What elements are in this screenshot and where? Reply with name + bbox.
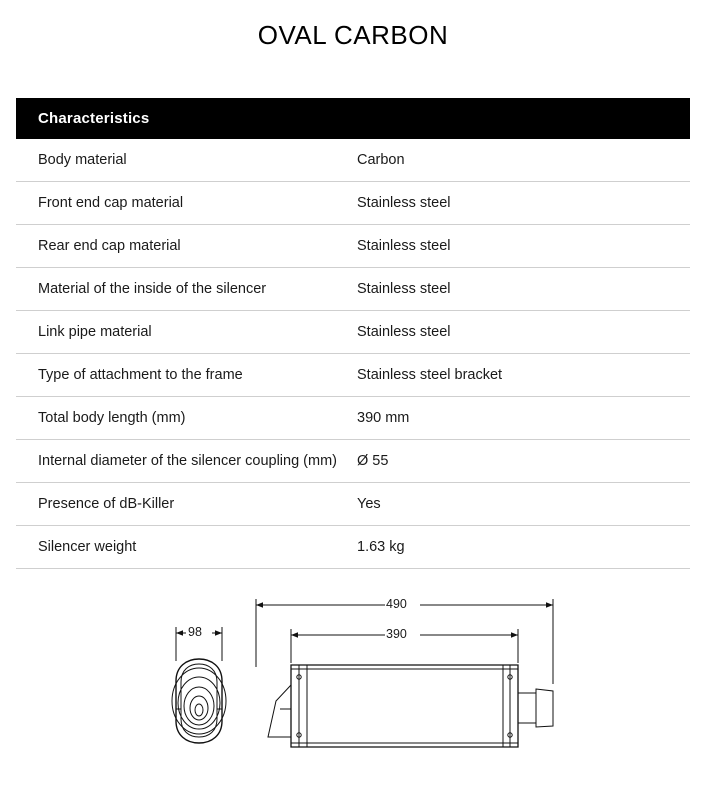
side-view-outlet-tip — [536, 689, 553, 727]
table-row — [16, 268, 690, 311]
row-label: Presence of dB-Killer — [16, 483, 353, 526]
front-view-ring-1 — [181, 664, 217, 737]
technical-drawing — [0, 589, 706, 789]
row-label: Silencer weight — [16, 526, 353, 569]
row-value: Stainless steel — [353, 182, 690, 225]
front-view-ring-4 — [184, 687, 214, 725]
row-value: Yes — [353, 483, 690, 526]
row-value: Stainless steel bracket — [353, 354, 690, 397]
row-value: Stainless steel — [353, 268, 690, 311]
characteristics-table — [16, 98, 690, 569]
table-row — [16, 182, 690, 225]
dimension-label-width: 98 — [188, 625, 202, 639]
side-view-outlet — [518, 693, 536, 723]
row-label: Total body length (mm) — [16, 397, 353, 440]
row-value: Carbon — [353, 139, 690, 182]
row-label: Type of attachment to the frame — [16, 354, 353, 397]
specifications-section — [16, 98, 690, 569]
dimension-label-body-length: 390 — [386, 627, 407, 641]
table-header-title: Characteristics — [16, 98, 690, 139]
dimension-label-overall-length: 490 — [386, 597, 407, 611]
row-label: Body material — [16, 139, 353, 182]
table-row — [16, 526, 690, 569]
table-header-row — [16, 98, 690, 139]
row-label: Rear end cap material — [16, 225, 353, 268]
row-label: Internal diameter of the silencer coupling (mm) — [16, 440, 353, 483]
silencer-technical-drawing-svg — [0, 589, 706, 799]
table-row — [16, 311, 690, 354]
page-title: OVAL CARBON — [257, 20, 449, 50]
side-view-link-pipe — [268, 685, 291, 737]
row-value: Stainless steel — [353, 225, 690, 268]
front-view-ring-2 — [172, 668, 226, 734]
row-value: 1.63 kg — [353, 526, 690, 569]
side-view-body — [291, 665, 518, 747]
front-view-core — [195, 704, 203, 716]
row-label: Front end cap material — [16, 182, 353, 225]
table-row — [16, 397, 690, 440]
table-row — [16, 483, 690, 526]
front-view-outer-outline — [176, 659, 222, 743]
table-row — [16, 354, 690, 397]
row-label: Link pipe material — [16, 311, 353, 354]
table-row — [16, 440, 690, 483]
table-row — [16, 139, 690, 182]
row-value: Ø 55 — [353, 440, 690, 483]
row-value: Stainless steel — [353, 311, 690, 354]
row-label: Material of the inside of the silencer — [16, 268, 353, 311]
row-value: 390 mm — [353, 397, 690, 440]
table-row — [16, 225, 690, 268]
